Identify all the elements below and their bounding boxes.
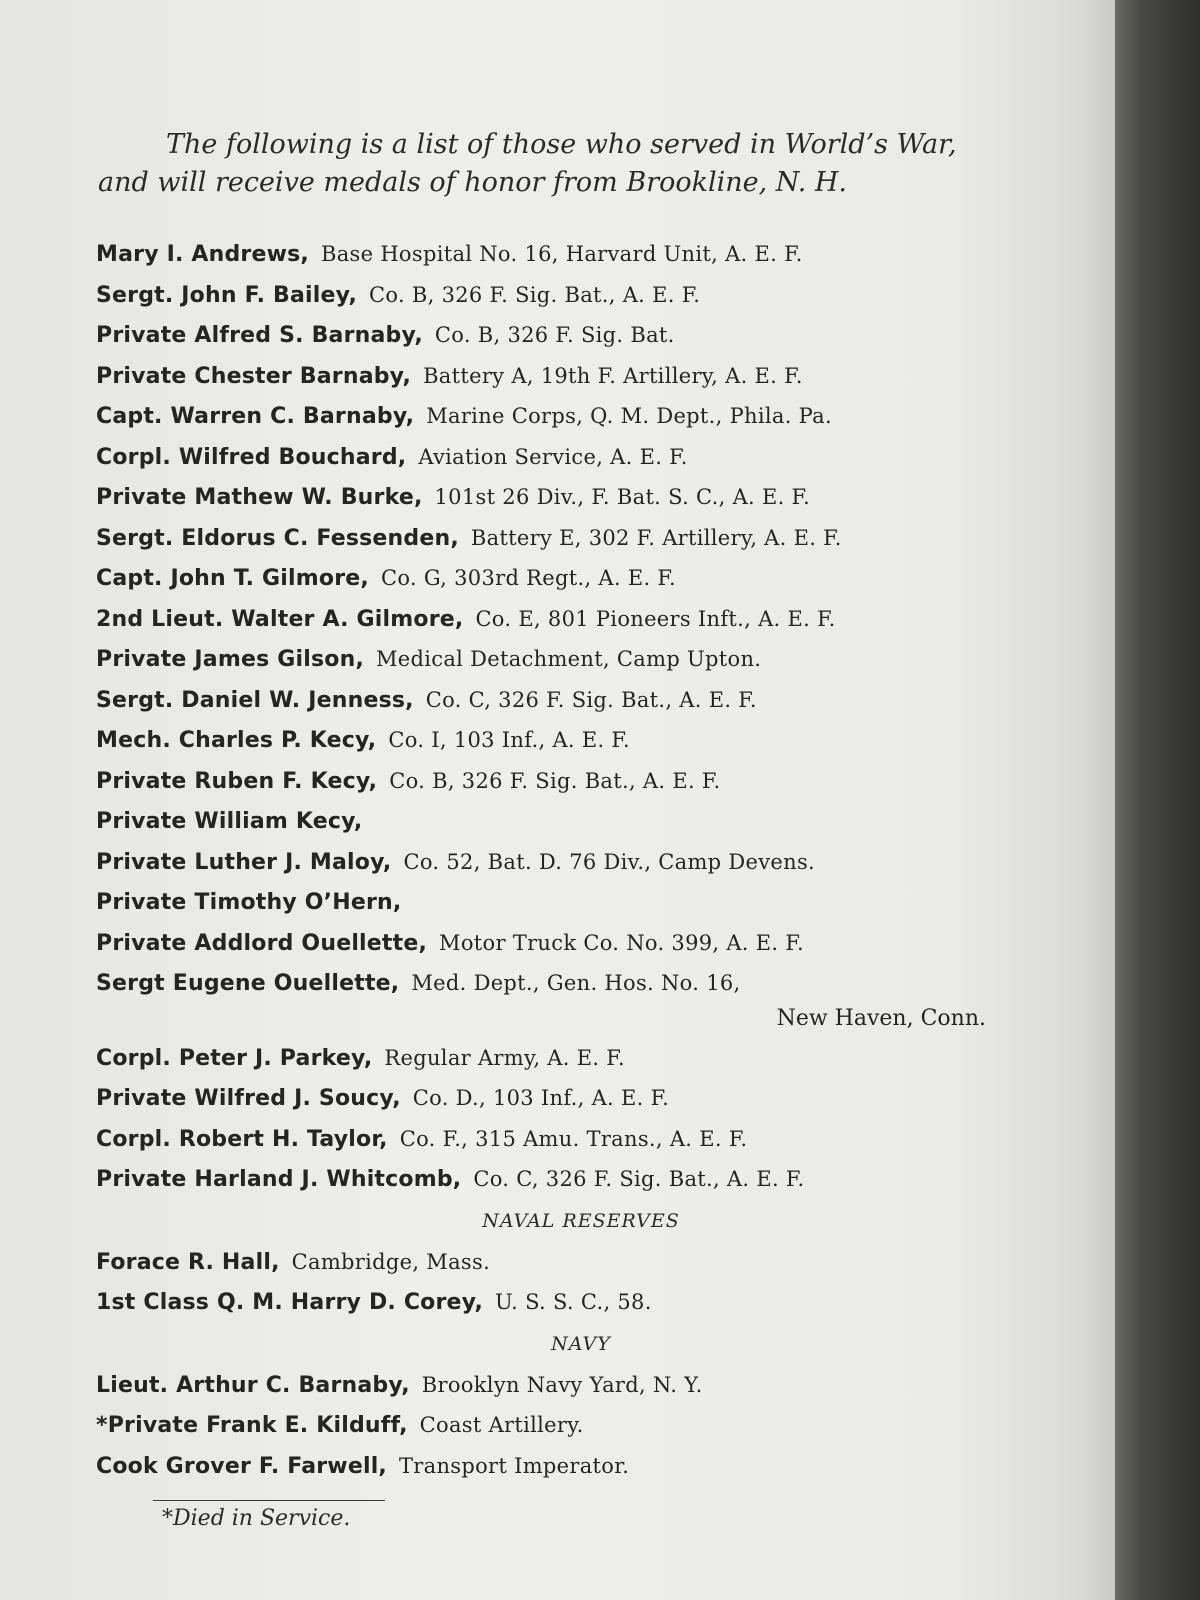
entry-name: Mary I. Andrews, [96,242,309,267]
list-item [96,842,996,883]
entry-name: 2nd Lieut. Walter A. Gilmore, [96,606,464,632]
list-item [96,1078,996,1119]
entry-name: Private Addlord Ouellette, [96,930,428,956]
entry-unit: Base Hospital No. 16, Harvard Unit, A. E. F. [320,242,803,266]
list-item [96,801,996,842]
entry-name: Capt. Warren C. Barnaby, [96,404,415,429]
entry-unit: U. S. S. C., 58. [495,1290,652,1314]
list-item [96,356,996,397]
entry-unit: Med. Dept., Gen. Hos. No. 16, [411,971,741,995]
entry-name: Forace R. Hall, [96,1249,280,1275]
entry-name: Corpl. Wilfred Bouchard, [96,444,407,470]
list-item [96,396,996,437]
entry-name: *Private Frank E. Kilduff, [96,1413,408,1438]
entry-name: Capt. John T. Gilmore, [96,566,369,591]
entry-name: Private Luther J. Maloy, [96,849,392,875]
list-item [96,639,996,680]
intro-paragraph: The following is a list of those who served in World’s War, and will receive medals of honor from Brookline, N. H. [98,129,957,198]
entry-name: Private Chester Barnaby, [96,363,412,389]
list-item [96,680,996,721]
entry-unit: Battery A, 19th F. Artillery, A. E. F. [423,363,803,388]
entry-unit: 101st 26 Div., F. Bat. S. C., A. E. F. [434,485,811,509]
entry-unit: Regular Army, A. E. F. [384,1045,625,1070]
entry-unit: Co. I, 103 Inf., A. E. F. [388,728,631,752]
list-item [96,518,996,559]
footnote-divider [153,1500,385,1501]
entry-unit: Co. B, 326 F. Sig. Bat. [434,323,675,347]
list-item [96,1282,996,1323]
list-item [96,882,996,923]
entry-unit: Co. D., 103 Inf., A. E. F. [412,1086,670,1110]
list-item [96,275,996,316]
list-item [96,720,996,761]
list-item [96,599,996,640]
entry-name: Lieut. Arthur C. Barnaby, [96,1372,410,1398]
list-item [96,923,996,964]
service-list [96,234,996,1486]
list-item [96,761,996,802]
list-item [96,1159,996,1200]
entry-unit: Aviation Service, A. E. F. [418,444,688,469]
entry-name: Private Wilfred J. Soucy, [96,1086,401,1111]
entry-unit: Transport Imperator. [399,1453,630,1478]
entry-name: Sergt. John F. Bailey, [96,282,357,308]
entry-continuation: New Haven, Conn. [776,1005,986,1031]
list-item [96,1038,996,1079]
entry-name: Private Ruben F. Kecy, [96,768,378,794]
entry-name: Private Timothy O’Hern, [96,890,402,915]
list-item [96,315,996,356]
entry-name: Sergt. Daniel W. Jenness, [96,687,414,713]
list-item [96,1119,996,1160]
entry-unit: Co. G, 303rd Regt., A. E. F. [380,566,676,590]
entry-name: Cook Grover F. Farwell, [96,1453,387,1479]
entry-unit: Cambridge, Mass. [291,1249,491,1274]
entry-unit: Battery E, 302 F. Artillery, A. E. F. [470,525,842,550]
entry-unit: Marine Corps, Q. M. Dept., Phila. Pa. [426,404,832,428]
entry-name: Mech. Charles P. Kecy, [96,728,377,753]
list-item [96,558,996,599]
entry-unit: Motor Truck Co. No. 399, A. E. F. [439,930,804,955]
entry-name: Private Mathew W. Burke, [96,485,423,510]
list-item [96,437,996,478]
entry-name: Private Harland J. Whitcomb, [96,1167,462,1192]
footnote: *Died in Service. [162,1506,351,1531]
list-item [96,1242,996,1283]
book-binding [1115,0,1200,1600]
entry-name: Corpl. Robert H. Taylor, [96,1126,388,1152]
entry-name: Corpl. Peter J. Parkey, [96,1045,373,1071]
list-item [96,1405,996,1446]
entry-unit: Brooklyn Navy Yard, N. Y. [421,1372,703,1397]
list-item [96,477,996,518]
entry-name: 1st Class Q. M. Harry D. Corey, [96,1290,484,1315]
entry-unit: Co. B, 326 F. Sig. Bat., A. E. F. [389,768,721,793]
entry-name: Private William Kecy, [96,809,363,834]
entry-name: Sergt. Eldorus C. Fessenden, [96,525,459,551]
entry-unit: Medical Detachment, Camp Upton. [376,647,762,671]
list-item [96,1446,996,1487]
list-item [96,1365,996,1406]
entry-name: Private Alfred S. Barnaby, [96,323,423,348]
navy-heading: NAVY [551,1332,611,1355]
entry-unit: Coast Artillery. [419,1413,584,1437]
entry-unit: Co. B, 326 F. Sig. Bat., A. E. F. [369,282,701,307]
entry-unit: Co. E, 801 Pioneers Inft., A. E. F. [475,606,836,631]
entry-unit: Co. C, 326 F. Sig. Bat., A. E. F. [425,687,757,712]
entry-unit: Co. C, 326 F. Sig. Bat., A. E. F. [473,1167,805,1191]
entry-name: Sergt Eugene Ouellette, [96,971,400,996]
naval-reserves-heading: NAVAL RESERVES [482,1209,680,1232]
entry-unit: Co. F., 315 Amu. Trans., A. E. F. [399,1126,748,1151]
entry-unit: Co. 52, Bat. D. 76 Div., Camp Devens. [403,849,816,874]
entry-name: Private James Gilson, [96,647,364,672]
list-item [96,963,996,1004]
list-item [96,234,996,275]
